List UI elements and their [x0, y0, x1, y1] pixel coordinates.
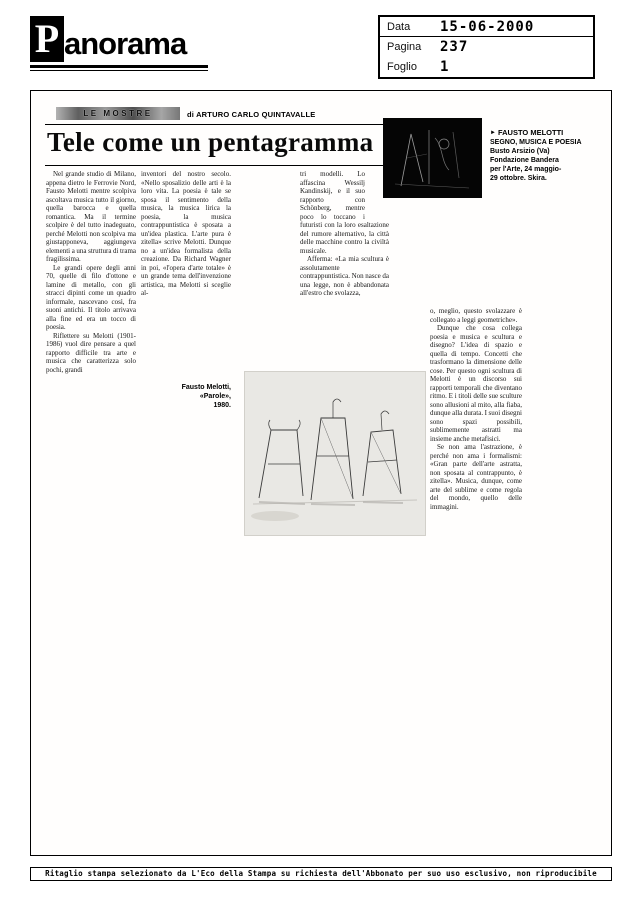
article-column-2: [141, 170, 231, 298]
title-rule-top: [45, 124, 383, 125]
paragraph: inventori del nostro secolo. «Nello sposalizio delle arti è la loro vita. La poesia è tale se sposa il sentimento della musica, la musica lirica la poesia, la musica contrappuntistica è sposata a un'idea plastica. L'arte pura è zitella» scrive Melotti. Dunque no a un'idea formalista della creazione. Da Richard Wagner in poi, «l'opera d'arte totale» è un grande tema dell'invenzione artistica, ma Melotti si sceglie al-: [141, 170, 231, 297]
exhibition-venue-name: Fondazione Bandera: [490, 157, 559, 164]
arrow-icon: ►: [490, 130, 496, 136]
paragraph: Le grandi opere degli anni 70, quelle di filo d'ottone e lamine di metallo, con gli stracci dipinti come un quadro informale, nascevano così, fra suoni antichi. Il titolo arrivava alla fine ed era un tocco di poesia.: [46, 263, 136, 331]
logo-text: anorama: [64, 26, 187, 61]
logo-initial: P: [30, 16, 64, 62]
article-clipping: [30, 90, 612, 856]
paragraph: tri modelli. Lo affascina Wessilj Kandinskij, e il suo rapporto con Schönberg, mentre poco lo toccano i futuristi con la loro esaltazione del rumore alternativo, la città delle macchine contro la civiltà musicale.: [300, 170, 389, 255]
paragraph: Afferma: «La mia scultura è assolutamente contrappuntistica. Non nasce da una legge, non è abbandonata all'estro che svolazza,: [300, 255, 389, 297]
exhibition-dates-1: per l'Arte, 24 maggio-: [490, 166, 562, 173]
article-column-1: [46, 170, 136, 374]
logo-underline-2: [30, 70, 208, 71]
meta-value-foglio: 1: [440, 59, 450, 75]
logo-underline: [30, 65, 208, 68]
article-title: Tele come un pentagramma: [47, 127, 374, 157]
logo-row: [30, 16, 210, 62]
section-strip: LE MOSTRE: [56, 107, 180, 120]
exhibition-venue-city: Busto Arsizio (Va): [490, 148, 550, 155]
panorama-logo: [30, 16, 210, 71]
paragraph: o, meglio, questo svolazzare è collegato a leggi geometriche».: [430, 307, 522, 324]
meta-label-pagina: Pagina: [387, 41, 422, 53]
photo-overlap-spacer: [365, 170, 389, 214]
meta-label-data: Data: [387, 20, 411, 33]
meta-value-pagina: 237: [440, 39, 469, 55]
clipping-meta-box: [378, 15, 595, 79]
meta-value-data: 15-06-2000: [440, 18, 535, 35]
artwork-photo-light: [244, 371, 426, 536]
artwork-photo-dark: [383, 118, 482, 198]
exhibition-dates-2: 29 ottobre. Skira.: [490, 175, 547, 182]
byline: di ARTURO CARLO QUINTAVALLE: [187, 110, 316, 119]
paragraph: Riflettere su Melotti (1901-1986) vuol dire pensare a quel rapporto difficile tra arte e musica che caratterizza solo pochi, grandi: [46, 331, 136, 374]
article-column-4: [430, 307, 522, 511]
paragraph: Dunque che cosa collega poesia e musica e scultura e disegno? L'idea di spazio e quella di tempo. Concetti che trasformano la dimensione delle cose. Per questo ogni scultura di Melotti è un discorso sui rapporti temporali che diventano ritmo. E i titoli delle sue sculture sono allusioni al mito, alla fiaba, dunque alla durata. I suoi disegni sono spazi possibili, sublimemente astratti ma insieme anche metafisici.: [430, 324, 522, 443]
sculpture-line-art-light: [245, 372, 425, 535]
meta-row-data: [380, 17, 593, 37]
article-column-3: [300, 170, 389, 298]
meta-label-foglio: Foglio: [387, 61, 417, 73]
exhibition-artist: FAUSTO MELOTTI: [497, 128, 564, 137]
paragraph: Nel grande studio di Milano, appena dietro le Ferrovie Nord, Fausto Melotti mentre scolpiva ascoltava musica tutto il giorno, quella barocca e quella romantica. Ma il termine scolpire è del tutto inadeguato, perché Melotti non scolpiva ma giustapponeva, aggiungeva elementi a una struttura di trama fragilissima.: [46, 170, 136, 263]
meta-row-foglio: [380, 57, 593, 77]
meta-row-pagina: [380, 37, 593, 57]
exhibition-artist-line: [490, 128, 605, 138]
exhibition-title: SEGNO, MUSICA E POESIA: [490, 139, 582, 146]
sculpture-line-art-dark: [383, 118, 482, 198]
footer-disclaimer: Ritaglio stampa selezionato da L'Eco della Stampa su richiesta dell'Abbonato per suo uso esclusivo, non riproducibile: [30, 867, 612, 881]
title-rule-bottom: [45, 165, 383, 166]
exhibition-info-box: [490, 128, 605, 183]
photo-caption: Fausto Melotti, «Parole», 1980.: [181, 384, 231, 409]
paragraph: Se non ama l'astrazione, è perché non ama i formalismi: «Gran parte dell'arte astratta, non sposata al contrappunto, è zitella». Musica, dunque, come arte del sublime e come regola del mondo, quello delle immagini.: [430, 443, 522, 511]
